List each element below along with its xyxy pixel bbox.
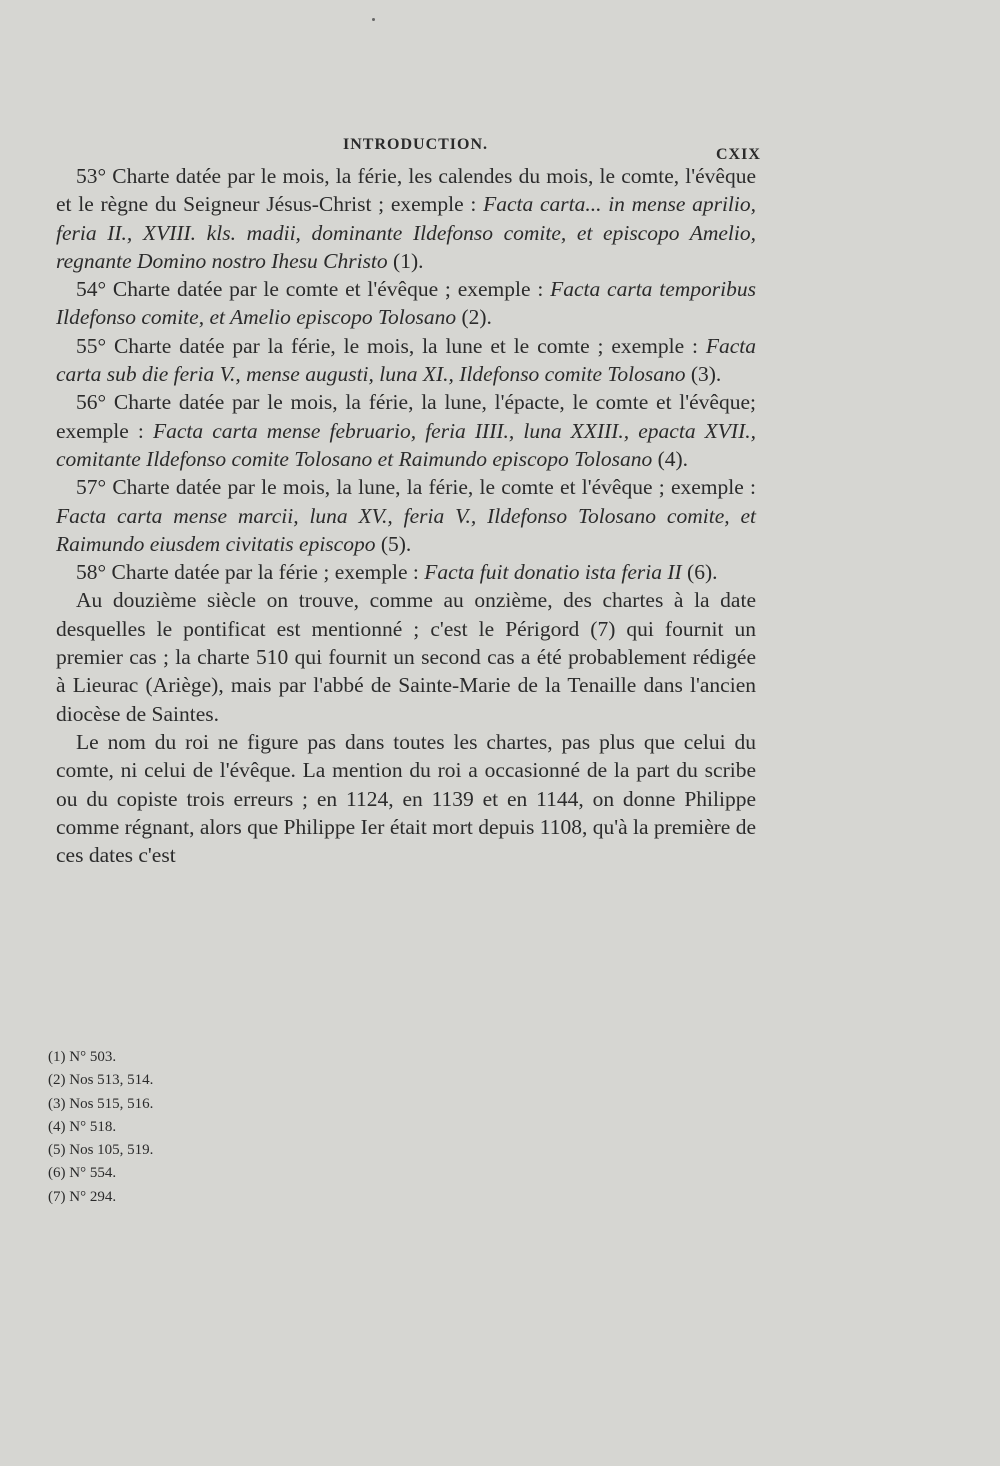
text-run: (6). bbox=[681, 560, 718, 585]
latin-quote: Facta fuit donatio ista feria II bbox=[424, 560, 682, 585]
text-run: Au douzième siècle on trouve, comme au onzième, des chartes à la date desquelles le pontificat est mentionné ; c'est le Périgord (7) qui fournit un premier cas ; la charte 510 qui fournit un second cas a été probablement rédigée à Lieurac (Ariège), mais par l'abbé de Sainte-Marie de la Tenaille dans l'ancien diocèse de Saintes. bbox=[56, 588, 756, 726]
paragraph bbox=[56, 558, 756, 586]
text-run: 53° Charte datée par le mois, la férie, les calendes du mois, le comte, l'évêque et le règne du Seigneur Jésus-Christ ; exemple : bbox=[56, 164, 756, 217]
paragraph bbox=[56, 586, 756, 727]
latin-quote: Facta carta mense februario, feria IIII., luna XXIII., epacta XVII., comitante Ildefonso comite Tolosano et Raimundo episcopo Tolosano bbox=[56, 418, 756, 471]
page-number: CXIX bbox=[716, 146, 761, 163]
latin-quote: Facta carta mense marcii, luna XV., feria V., Ildefonso Tolosano comite, et Raimundo eiusdem civitatis episcopo bbox=[56, 503, 756, 556]
main-text bbox=[56, 162, 756, 869]
paragraph bbox=[56, 388, 756, 473]
running-title: INTRODUCTION. bbox=[343, 136, 489, 153]
ink-speck bbox=[372, 18, 375, 21]
text-run: 57° Charte datée par le mois, la lune, la férie, le comte et l'évêque ; exemple : bbox=[76, 475, 756, 500]
paragraph bbox=[56, 162, 756, 275]
paragraph bbox=[56, 275, 756, 332]
text-run: 56° Charte datée par le mois, la férie, la lune, l'épacte, le comte et l'évêque; exemple : bbox=[56, 390, 756, 443]
latin-quote: Facta carta... in mense aprilio, feria II., XVIII. kls. madii, dominante Ildefonso comite, et episcopo Amelio, regnante Domino nostro Ihesu Christo bbox=[56, 192, 757, 273]
text-run: (1). bbox=[387, 248, 424, 273]
footnote: (3) Nos 515, 516. bbox=[48, 1095, 154, 1112]
paragraph bbox=[56, 473, 756, 558]
footnote: (4) N° 518. bbox=[48, 1118, 117, 1135]
text-run: (4). bbox=[652, 446, 689, 471]
paragraph bbox=[56, 728, 756, 869]
text-run: 55° Charte datée par la férie, le mois, la lune et le comte ; exemple : bbox=[76, 333, 706, 358]
text-run: (5). bbox=[375, 531, 412, 556]
latin-quote: Facta carta sub die feria V., mense augusti, luna XI., Ildefonso comite Tolosano bbox=[56, 333, 756, 387]
text-run: Le nom du roi ne figure pas dans toutes les chartes, pas plus que celui du comte, ni celui de l'évêque. La mention du roi a occasionné de la part du scribe ou du copiste trois erreurs ; en 1124, en 1139 et en 1144, on donne Philippe comme régnant, alors que Philippe Ier était mort depuis 1108, qu'à la première de ces dates c'est bbox=[56, 729, 756, 868]
footnote: (6) N° 554. bbox=[48, 1165, 117, 1182]
text-run: 54° Charte datée par le comte et l'évêque ; exemple : bbox=[76, 277, 551, 302]
text-run: (2). bbox=[456, 305, 492, 330]
footnote: (2) Nos 513, 514. bbox=[48, 1072, 154, 1089]
footnote: (7) N° 294. bbox=[48, 1188, 117, 1205]
text-run: 58° Charte datée par la férie ; exemple : bbox=[76, 560, 425, 585]
footnotes bbox=[48, 1046, 348, 1209]
latin-quote: Facta carta temporibus Ildefonso comite, et Amelio episcopo Tolosano bbox=[56, 277, 756, 330]
footnote: (5) Nos 105, 519. bbox=[48, 1142, 154, 1159]
footnote: (1) N° 503. bbox=[48, 1049, 117, 1065]
text-run: (3). bbox=[685, 362, 722, 387]
paragraph bbox=[56, 332, 756, 389]
